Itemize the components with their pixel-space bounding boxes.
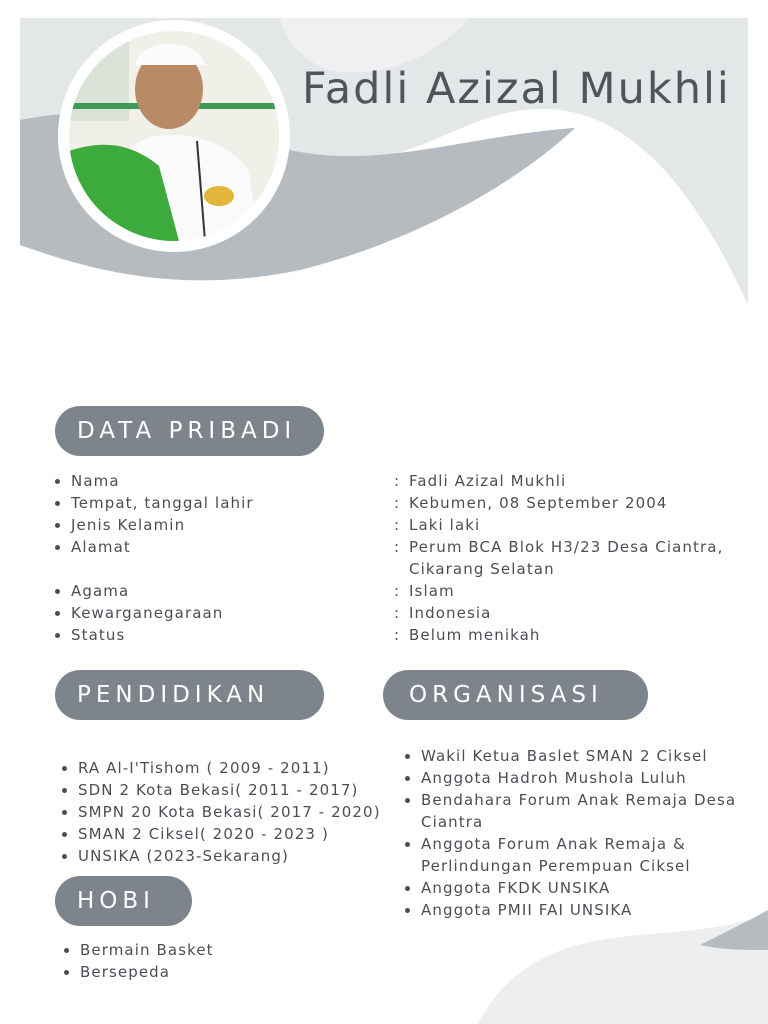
personal-value: Laki laki bbox=[409, 516, 481, 534]
education-item: UNSIKA (2023-Sekarang) bbox=[62, 845, 289, 867]
personal-colon: : bbox=[394, 604, 401, 622]
personal-value: Fadli Azizal Mukhli bbox=[409, 472, 567, 490]
organization-item-continued: Perlindungan Perempuan Ciksel bbox=[421, 857, 691, 875]
education-item: RA Al-I'Tishom ( 2009 - 2011) bbox=[62, 757, 330, 779]
section-header-hobi bbox=[55, 876, 192, 926]
organization-item: Wakil Ketua Baslet SMAN 2 Ciksel bbox=[405, 745, 708, 767]
personal-label: Agama bbox=[55, 580, 129, 602]
personal-colon: : bbox=[394, 472, 401, 490]
personal-colon: : bbox=[394, 582, 401, 600]
section-header-organisasi bbox=[383, 670, 648, 720]
personal-value: Belum menikah bbox=[409, 626, 541, 644]
education-item: SMPN 20 Kota Bekasi( 2017 - 2020) bbox=[62, 801, 381, 823]
personal-colon: : bbox=[394, 494, 401, 512]
hobby-item: Bersepeda bbox=[64, 961, 170, 983]
personal-label: Tempat, tanggal lahir bbox=[55, 492, 254, 514]
personal-colon: : bbox=[394, 516, 401, 534]
section-title: HOBI bbox=[77, 888, 155, 914]
profile-photo bbox=[69, 31, 279, 241]
section-title: DATA PRIBADI bbox=[77, 418, 297, 444]
hobby-item: Bermain Basket bbox=[64, 939, 214, 961]
education-item: SMAN 2 Ciksel( 2020 - 2023 ) bbox=[62, 823, 329, 845]
personal-value: Islam bbox=[409, 582, 455, 600]
personal-value: Kebumen, 08 September 2004 bbox=[409, 494, 668, 512]
section-title: ORGANISASI bbox=[409, 682, 603, 708]
personal-label: Jenis Kelamin bbox=[55, 514, 185, 536]
personal-value: Indonesia bbox=[409, 604, 492, 622]
personal-colon: : bbox=[394, 538, 401, 556]
personal-value-continued: Cikarang Selatan bbox=[409, 560, 555, 578]
organization-item: Anggota PMII FAI UNSIKA bbox=[405, 899, 632, 921]
personal-label: Nama bbox=[55, 470, 120, 492]
personal-label: Status bbox=[55, 624, 125, 646]
section-title: PENDIDIKAN bbox=[77, 682, 270, 708]
footer-wave-light bbox=[478, 915, 768, 1024]
organization-item: Anggota Hadroh Mushola Luluh bbox=[405, 767, 687, 789]
organization-item-continued: Ciantra bbox=[421, 813, 484, 831]
personal-label: Alamat bbox=[55, 536, 131, 558]
section-header-pendidikan bbox=[55, 670, 324, 720]
personal-value: Perum BCA Blok H3/23 Desa Ciantra, bbox=[409, 538, 724, 556]
organization-item: Anggota FKDK UNSIKA bbox=[405, 877, 610, 899]
section-header-data-pribadi bbox=[55, 406, 324, 456]
photo-badge bbox=[204, 186, 234, 206]
avatar-image bbox=[69, 31, 279, 241]
education-item: SDN 2 Kota Bekasi( 2011 - 2017) bbox=[62, 779, 358, 801]
personal-label: Kewarganegaraan bbox=[55, 602, 223, 624]
organization-item: Anggota Forum Anak Remaja & bbox=[405, 833, 686, 855]
profile-name: Fadli Azizal Mukhli bbox=[302, 64, 731, 114]
personal-colon: : bbox=[394, 626, 401, 644]
organization-item: Bendahara Forum Anak Remaja Desa bbox=[405, 789, 736, 811]
